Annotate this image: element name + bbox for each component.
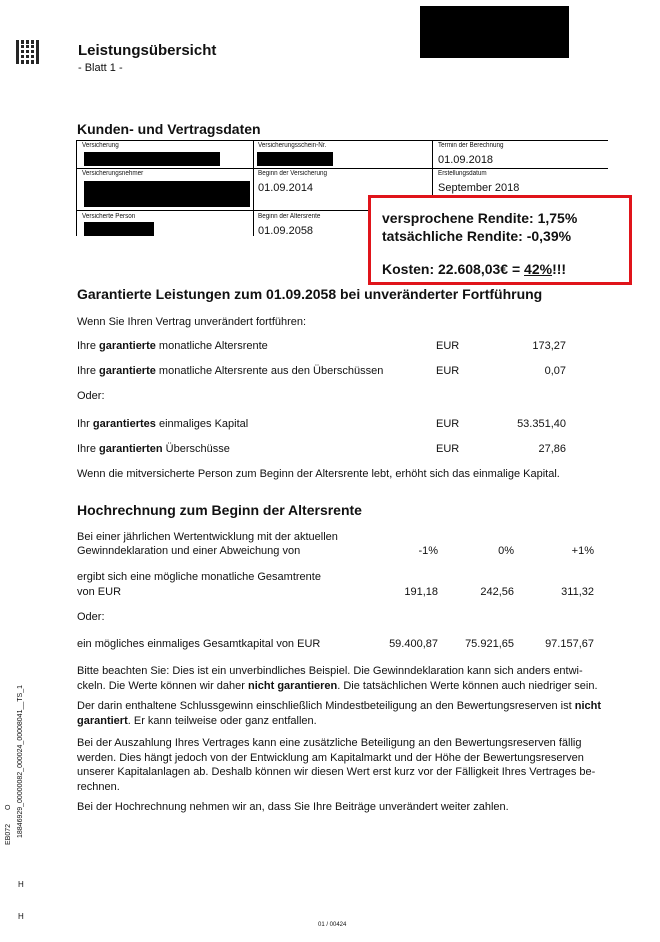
guaranteed-note: Wenn die mitversicherte Person zum Beginn der Altersrente lebt, erhöht sich das einmalige Kapital. [77, 468, 560, 480]
guaranteed-row: Ihr garantiertes einmaliges Kapital [77, 418, 249, 430]
redacted-person [84, 222, 154, 236]
oder-label: Oder: [77, 390, 105, 402]
currency: EUR [436, 418, 460, 430]
currency: EUR [436, 340, 460, 352]
costs-line: Kosten: 22.608,03€ = 42%!!! [382, 261, 567, 277]
actual-yield: tatsächliche Rendite: -0,39% [382, 228, 572, 244]
monthly-value: 191,18 [404, 586, 438, 598]
schlussgewinn-paragraph: Der darin enthaltene Schlussgewinn einschließlich Mindestbeteiligung an den Bewertungsreserven ist nicht garantiert. Er kann teilweise oder ganz entfallen. [77, 700, 602, 727]
disclaimer-paragraph: Bitte beachten Sie: Dies ist ein unverbindliches Beispiel. Die Gewinndeklaration kann sich anders entwi-ckeln. Die Werte können wir daher nicht garantieren. Die tatsächlichen Werte können auch niedriger sein. [77, 665, 598, 692]
monthly-label-2: von EUR [77, 586, 122, 598]
projection-heading: Hochrechnung zum Beginn der Altersrente [77, 502, 362, 518]
erstellung-value: September 2018 [438, 182, 520, 194]
redacted-block [420, 6, 569, 58]
erstellung-label: Erstellungsdatum [438, 170, 487, 177]
scenario-minus: -1% [418, 545, 438, 557]
beginn-label: Beginn der Versicherung [258, 170, 328, 177]
guaranteed-value: 53.351,40 [517, 418, 566, 430]
guaranteed-value: 27,86 [538, 443, 566, 455]
margin-h-1: H [18, 880, 24, 889]
termin-value: 01.09.2018 [438, 154, 494, 166]
page-footer: 01 / 00424 [318, 922, 347, 928]
page-subtitle: - Blatt 1 - [78, 62, 123, 74]
monthly-value: 311,32 [561, 586, 594, 598]
redacted-schein [257, 152, 333, 166]
redacted-versicherung [84, 152, 220, 166]
beginn-value: 01.09.2014 [258, 182, 314, 194]
person-label: Versicherte Person [82, 213, 136, 220]
guaranteed-intro: Wenn Sie Ihren Vertrag unverändert fortführen: [77, 316, 307, 328]
projection-intro-1: Bei einer jährlichen Wertentwicklung mit der aktuellen [77, 531, 338, 543]
guaranteed-row: Ihre garantierte monatliche Altersrente [77, 340, 268, 352]
guaranteed-heading: Garantierte Leistungen zum 01.09.2058 bei unveränderter Fortführung [77, 286, 543, 302]
currency: EUR [436, 365, 460, 377]
scenario-zero: 0% [498, 545, 514, 557]
currency: EUR [436, 443, 460, 455]
capital-value: 75.921,65 [465, 638, 514, 650]
rente-value: 01.09.2058 [258, 225, 314, 237]
page-title: Leistungsübersicht [78, 42, 217, 59]
versicherung-label: Versicherung [82, 142, 119, 149]
projection-intro-2: Gewinndeklaration und einer Abweichung von [77, 545, 301, 557]
guaranteed-row: Ihre garantierten Überschüsse [77, 443, 230, 455]
guaranteed-row: Ihre garantierte monatliche Altersrente aus den Überschüssen [77, 365, 384, 377]
capital-label: ein mögliches einmaliges Gesamtkapital von EUR [77, 638, 321, 650]
margin-o: O [5, 804, 12, 810]
rente-label: Beginn der Altersrente [258, 213, 321, 220]
guaranteed-value: 0,07 [544, 365, 566, 377]
redacted-nehmer [84, 181, 250, 207]
nehmer-label: Versicherungsnehmer [82, 170, 144, 177]
monthly-value: 242,56 [480, 586, 514, 598]
termin-label: Termin der Berechnung [438, 142, 504, 149]
margin-barcode-text: 18846929_00000082_000024_00008041__TS_1 [17, 685, 24, 838]
margin-eb-code: EB072 [5, 823, 12, 845]
margin-h-2: H [18, 912, 24, 921]
guaranteed-value: 173,27 [532, 340, 566, 352]
costs-percent: 42% [524, 261, 553, 277]
schein-label: Versicherungsschein-Nr. [258, 142, 327, 149]
scenario-plus: +1% [571, 545, 594, 557]
bewertungsreserven-paragraph: Bei der Auszahlung Ihres Vertrages kann eine zusätzliche Beteiligung an den Bewertungsreserven fällig werden. Dies hängt jedoch von der Entwicklung am Kapitalmarkt und der Höhe der Bewertungsreserven unserer Kapitalanlagen ab. Deshalb können wir diesen Wert erst kurz vor der Fälligkeit Ihres Vertrages be-rechnen. [77, 737, 596, 793]
capital-value: 59.400,87 [389, 638, 438, 650]
qr-code-icon [16, 40, 40, 64]
contract-heading: Kunden- und Vertragsdaten [77, 121, 261, 137]
yield-annotation-box [368, 195, 632, 285]
assumption-paragraph: Bei der Hochrechnung nehmen wir an, dass Sie Ihre Beiträge unverändert weiter zahlen. [77, 801, 509, 813]
promised-yield: versprochene Rendite: 1,75% [382, 210, 578, 226]
oder-label: Oder: [77, 611, 105, 623]
monthly-label-1: ergibt sich eine mögliche monatliche Gesamtrente [77, 571, 321, 583]
capital-value: 97.157,67 [545, 638, 594, 650]
